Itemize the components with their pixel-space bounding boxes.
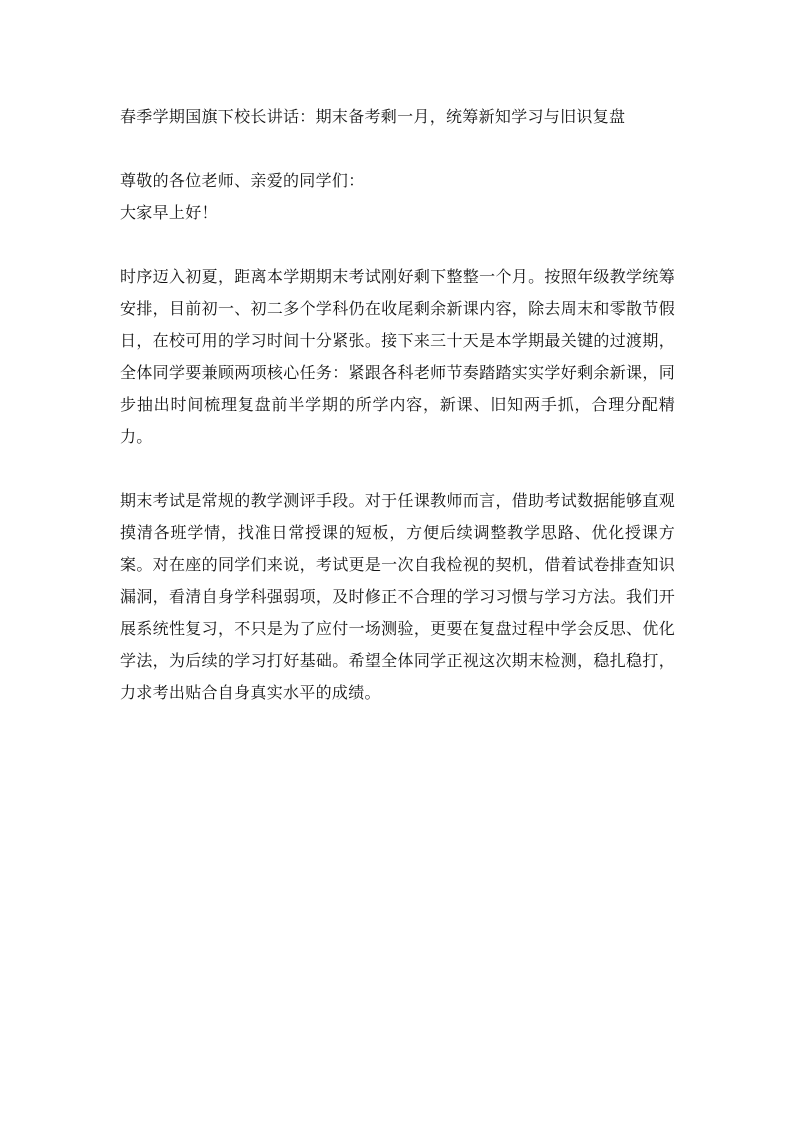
paragraph-2: 期末考试是常规的教学测评手段。对于任课教师而言，借助考试数据能够直观摸清各班学情，找准日常授课的短板，方便后续调整教学思路、优化授课方案。对在座的同学们来说，考试更是一次自我检视的契机，借着试卷排查知识漏洞，看清自身学科强弱项，及时修正不合理的学习习惯与学习方法。我们开展系统性复习，不只是为了应付一场测验，更要在复盘过程中学会反思、优化学法，为后续的学习打好基础。希望全体同学正视这次期末检测，稳扎稳打，力求考出贴合自身真实水平的成绩。: [120, 491, 675, 702]
greeting: 大家早上好！: [120, 203, 218, 222]
salutation: 尊敬的各位老师、亲爱的同学们：: [120, 171, 365, 190]
paragraph-1: 时序迈入初夏，距离本学期期末考试刚好剩下整整一个月。按照年级教学统筹安排，目前初一、初二多个学科仍在收尾剩余新课内容，除去周末和零散节假日，在校可用的学习时间十分紧张。接下来三十天是本学期最关键的过渡期，全体同学要兼顾两项核心任务：紧跟各科老师节奏踏踏实实学好剩余新课，同步抽出时间梳理复盘前半学期的所学内容，新课、旧知两手抓，合理分配精力。: [120, 267, 675, 446]
document-body: [120, 101, 675, 741]
speech-title: 春季学期国旗下校长讲话：期末备考剩一月，统筹新知学习与旧识复盘: [120, 107, 626, 126]
